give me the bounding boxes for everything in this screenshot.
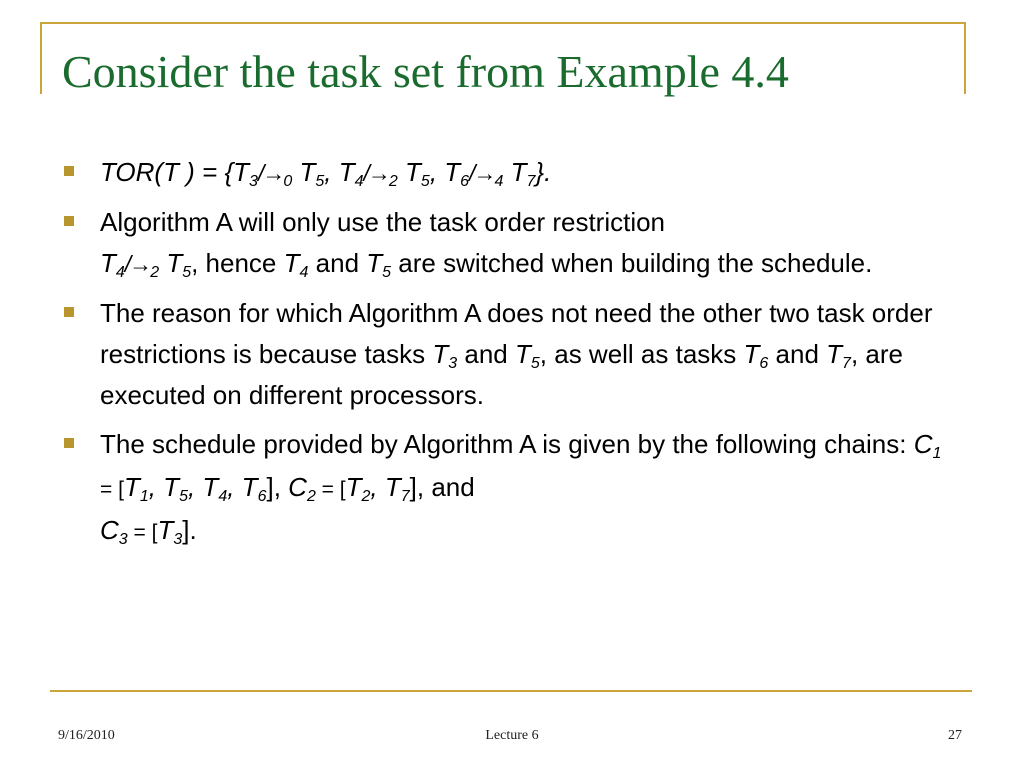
bullet-marker <box>64 166 74 176</box>
slide-title: Consider the task set from Example 4.4 <box>62 46 789 97</box>
bullet-item-2 <box>64 202 944 285</box>
footer-page-number: 27 <box>948 728 962 743</box>
bullet-marker <box>64 307 74 317</box>
bullet-text-4: The schedule provided by Algorithm A is given by the following chains: $C_1 = [T_1$, $T_5$, $T_4$, $T_6$], $C_2 = [T_2$, $T_7$], and $C_3 = [T_3]$. <box>100 429 942 548</box>
bullet-item-3 <box>64 293 944 416</box>
title-frame-left-rule <box>40 22 42 94</box>
bullet-text-3: The reason for which Algorithm A does not need the other two task order restrictions is because tasks $T_3$ and $T_5$, as well as tasks $T_6$ and $T_7$, are executed on different processors. <box>100 298 933 410</box>
bullet-item-4 <box>64 424 944 553</box>
bullet-marker <box>64 438 74 448</box>
title-frame-top-rule <box>40 22 966 24</box>
footer-date: 9/16/2010 <box>58 728 115 743</box>
footer-rule <box>50 690 972 692</box>
bullet-marker <box>64 216 74 226</box>
bullet-text-2: Algorithm A will only use the task order restriction $T_4/\to_2$ $T_5$, hence $T_4$ and $T_5$ are switched when building the schedule. <box>100 207 873 281</box>
footer-lecture-label: Lecture 6 <box>485 728 539 743</box>
bullet-item-1 <box>64 152 944 194</box>
bullet-list <box>64 152 944 561</box>
bullet-text-1: TOR(T ) = {$T_3/\to_0$ $T_5$, $T_4/\to_2$ $T_5$, $T_6/\to_4$ $T_7$}. <box>100 157 552 190</box>
